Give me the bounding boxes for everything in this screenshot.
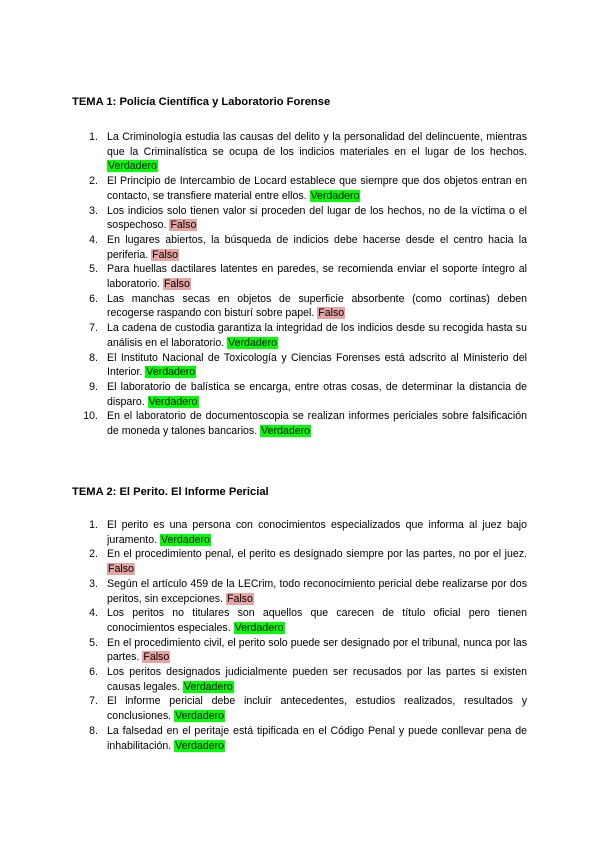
- item-number: 8.: [89, 351, 98, 364]
- answer-false-highlight: Falso: [318, 307, 345, 320]
- question-item: [72, 292, 527, 321]
- answer-true-highlight: Verdadero: [108, 160, 157, 173]
- answer-true-highlight: Verdadero: [161, 533, 210, 546]
- question-item: [72, 233, 527, 262]
- item-text: El perito es una persona con conocimientos especializados que informa al juez bajo juramento.: [107, 519, 527, 546]
- question-item: [72, 130, 527, 174]
- answer-false-highlight: Falso: [170, 219, 197, 232]
- item-number: 8.: [89, 724, 98, 737]
- item-number: 3.: [89, 204, 98, 217]
- section-heading: TEMA 1: Policía Científica y Laboratorio Forense: [72, 96, 331, 108]
- question-item: [72, 204, 527, 233]
- item-number: 3.: [89, 577, 98, 590]
- item-text: Las manchas secas en objetos de superficie absorbente (como cortinas) deben recogerse raspando con bisturí sobre papel.: [107, 292, 527, 320]
- question-item: [72, 174, 527, 203]
- item-text: La falsedad en el peritaje está tipificada en el Código Penal y puede conllevar pena de inhabilitación.: [107, 724, 527, 752]
- item-text: En lugares abiertos, la búsqueda de indicios debe hacerse desde el centro hacia la periferia.: [107, 233, 527, 261]
- answer-true-highlight: Verdadero: [175, 710, 225, 723]
- item-text: La Criminología estudia las causas del delito y la personalidad del delincuente, mientras que la Criminalística se ocupa de los indicios materiales en el lugar de los hechos.: [107, 131, 527, 158]
- question-item: [72, 409, 527, 438]
- item-text: En el procedimiento civil, el perito solo puede ser designado por el tribunal, nunca por las partes.: [107, 636, 527, 664]
- question-item: [72, 636, 527, 665]
- item-number: 5.: [89, 263, 98, 276]
- item-text: El Principio de Intercambio de Locard establece que siempre que dos objetos entran en contacto, se transfiere material entre ellos.: [107, 175, 527, 202]
- item-number: 7.: [89, 322, 98, 335]
- item-number: 4.: [89, 607, 98, 620]
- item-number: 5.: [89, 636, 98, 649]
- question-item: [72, 321, 527, 350]
- item-text: Los indicios solo tienen valor si proceden del lugar de los hechos, no de la víctima o el sospechoso.: [107, 204, 527, 232]
- question-item: [72, 380, 527, 409]
- item-text: Los peritos designados judicialmente pueden ser recusados por las partes si existen causas legales.: [107, 666, 527, 693]
- answer-true-highlight: Verdadero: [175, 739, 225, 752]
- item-number: 2.: [89, 548, 98, 561]
- answer-true-highlight: Verdadero: [146, 366, 196, 379]
- answer-false-highlight: Falso: [226, 592, 253, 605]
- answer-true-highlight: Verdadero: [148, 395, 198, 408]
- question-item: [72, 351, 527, 380]
- item-number: 2.: [89, 175, 98, 188]
- section-tema-2: [72, 485, 527, 753]
- item-text: Los peritos no titulares son aquellos que carecen de título oficial pero tienen conocimientos especiales.: [107, 607, 527, 634]
- question-item: [72, 577, 527, 606]
- question-item: [72, 694, 527, 723]
- question-list: [72, 518, 527, 753]
- item-text: Según el artículo 459 de la LECrim, todo reconocimiento pericial debe realizarse por dos peritos, sin excepciones.: [107, 577, 527, 605]
- item-number: 6.: [89, 666, 98, 679]
- question-item: [72, 606, 527, 635]
- question-item: [72, 262, 527, 291]
- item-text: La cadena de custodia garantiza la integridad de los indicios desde su recogida hasta su análisis en el laboratorio.: [107, 322, 527, 349]
- question-item: [72, 547, 527, 576]
- item-number: 6.: [89, 292, 98, 305]
- item-number: 1.: [89, 131, 98, 143]
- answer-true-highlight: Verdadero: [234, 621, 284, 634]
- question-list: [72, 130, 527, 439]
- item-number: 9.: [89, 380, 98, 393]
- answer-false-highlight: Falso: [152, 248, 179, 261]
- item-text: En el procedimiento penal, el perito es designado siempre por las partes, no por el juez.: [107, 548, 527, 561]
- answer-true-highlight: Verdadero: [310, 189, 360, 202]
- answer-true-highlight: Verdadero: [261, 425, 311, 438]
- answer-false-highlight: Falso: [108, 563, 134, 576]
- item-number: 7.: [89, 695, 98, 708]
- item-number: 4.: [89, 233, 98, 246]
- item-number: 1.: [89, 519, 98, 531]
- question-item: [72, 518, 527, 547]
- section-tema-1: [72, 95, 527, 439]
- question-item: [72, 665, 527, 694]
- item-text: Para huellas dactilares latentes en paredes, se recomienda enviar el soporte íntegro al laboratorio.: [107, 263, 527, 291]
- item-text: El laboratorio de balística se encarga, entre otras cosas, de determinar la distancia de disparo.: [107, 380, 527, 408]
- answer-false-highlight: Falso: [163, 278, 190, 291]
- item-text: El informe pericial debe incluir antecedentes, estudios realizados, resultados y conclusiones.: [107, 695, 527, 723]
- answer-true-highlight: Verdadero: [228, 336, 278, 349]
- answer-false-highlight: Falso: [143, 651, 170, 664]
- answer-true-highlight: Verdadero: [183, 680, 233, 693]
- item-number: 10.: [83, 410, 98, 423]
- item-text: En el laboratorio de documentoscopia se realizan informes periciales sobre falsificación de moneda y talones bancarios.: [107, 410, 527, 438]
- section-heading: TEMA 2: El Perito. El Informe Pericial: [72, 486, 269, 498]
- item-text: El Instituto Nacional de Toxicología y Ciencias Forenses está adscrito al Ministerio del Interior.: [107, 351, 527, 379]
- question-item: [72, 724, 527, 753]
